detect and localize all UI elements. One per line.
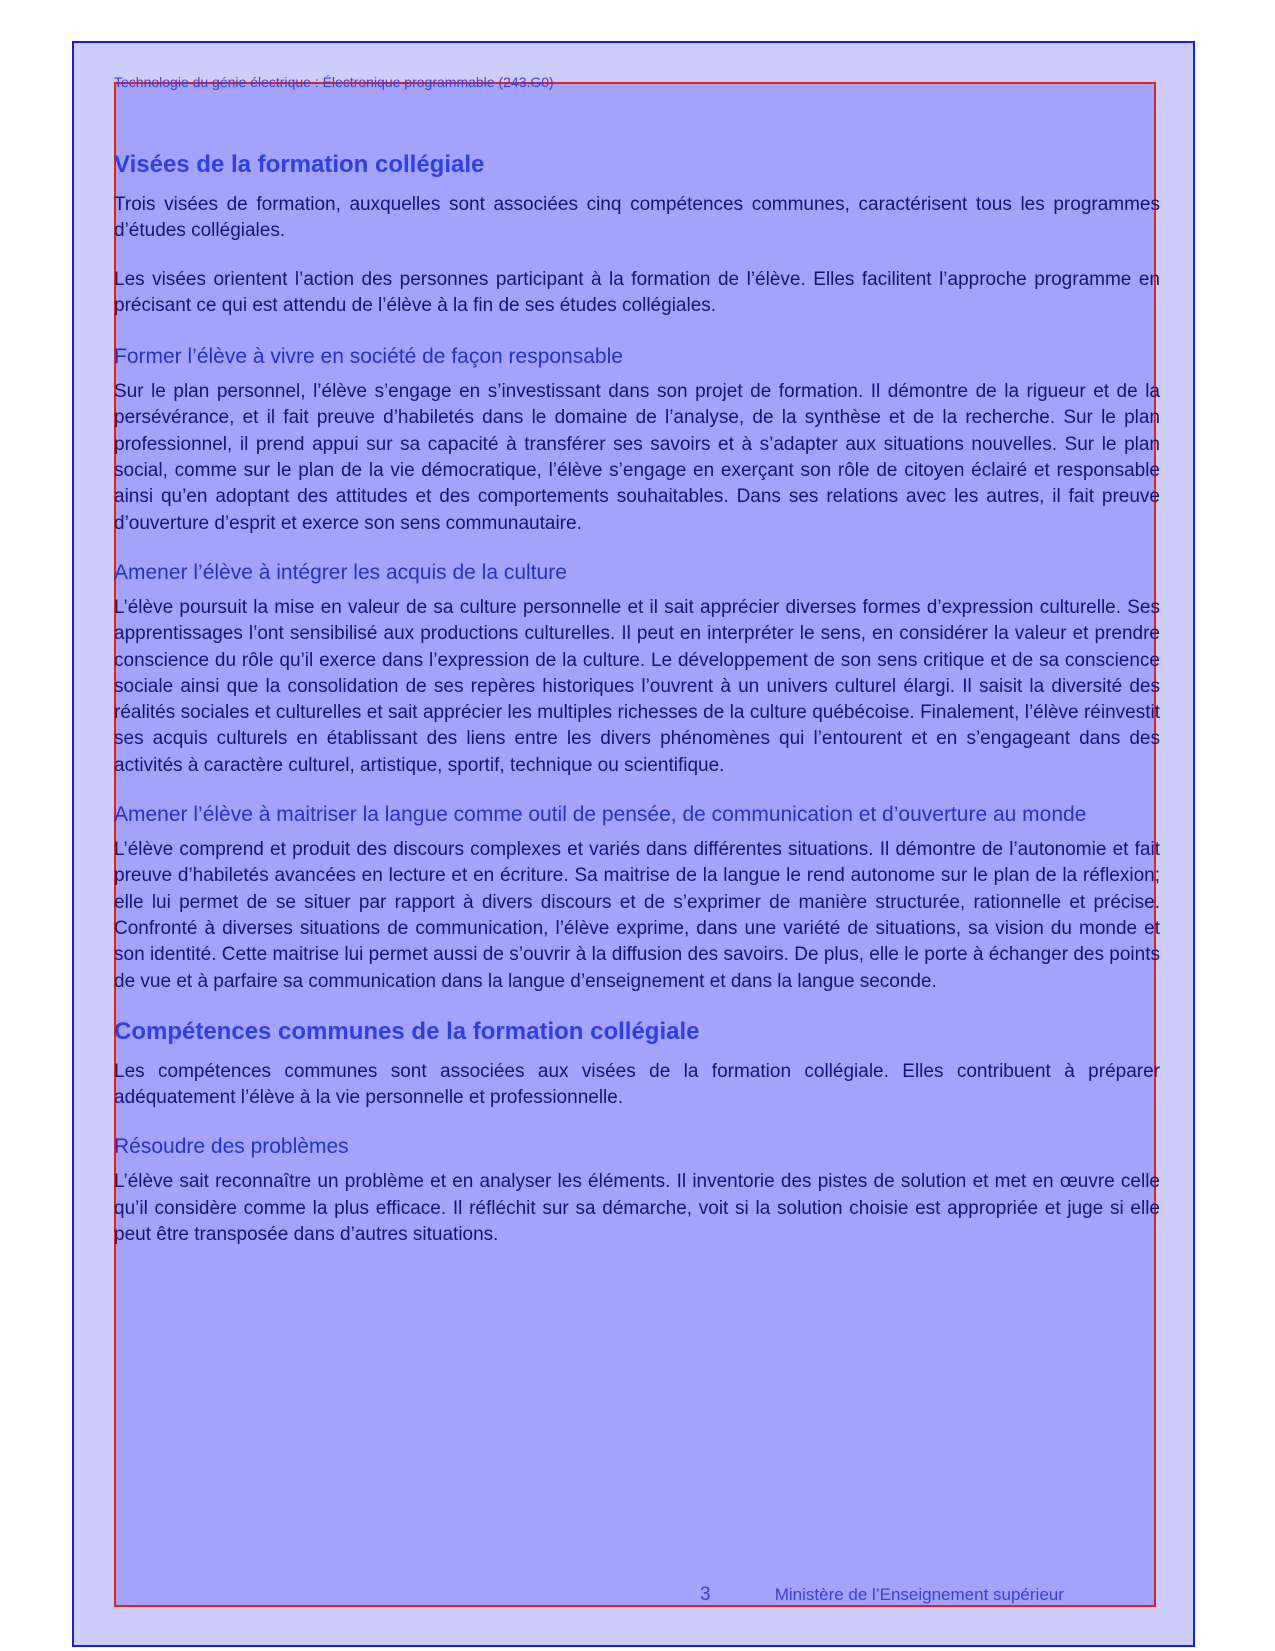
publisher-name: Ministère de l’Enseignement supérieur: [774, 1585, 1064, 1604]
subsection-title-langue: Amener l’élève à maitriser la langue comme outil de pensée, de communication et d’ouverture au monde: [114, 803, 1087, 827]
paragraph-langue: L’élève comprend et produit des discours complexes et variés dans différentes situations. Il démontre de l’autonomie et fait preuve d’habiletés avancées en lecture et en écriture. Sa maitrise de la langue le rend autonome sur le plan de la réflexion; elle lui permet de se situer par rapport à divers discours et de s’exprimer de manière structurée, rationnelle et précise. Confronté à diverses situations de communication, l’élève exprime, dans une variété de situations, sa vision du monde et son identité. Cette maitrise lui permet aussi de s’ouvrir à la diffusion des savoirs. De plus, elle le porte à échanger des points de vue et à parfaire sa communication dans la langue d’enseignement et dans la langue seconde.: [114, 839, 1160, 992]
page-number: 3: [700, 1584, 711, 1605]
paragraph-resoudre: L’élève sait reconnaître un problème et en analyser les éléments. Il inventorie des pistes de solution et met en œuvre celle qu’il considère comme la plus efficace. Il réfléchit sur sa démarche, voit si la solution choisie est appropriée et juge si elle peut être transposée dans d’autres situations.: [114, 1171, 1160, 1246]
section-title-vises: Visées de la formation collégiale: [114, 151, 485, 178]
section-title-competences: Compétences communes de la formation collégiale: [114, 1017, 700, 1045]
paragraph-vises-intro-1: Trois visées de formation, auxquelles sont associées cinq compétences communes, caractérisent tous les programmes d’études collégiales.: [114, 194, 1160, 242]
page-footer: [700, 1585, 1090, 1605]
subsection-title-resoudre: Résoudre des problèmes: [114, 1135, 349, 1159]
document-content: [114, 74, 1160, 1270]
running-header: Technologie du génie électrique : Électronique programmable (243.G0): [114, 74, 554, 90]
paragraph-vises-intro-2: Les visées orientent l’action des personnes participant à la formation de l’élève. Elles facilitent l’approche programme en précisant ce qui est attendu de l’élève à la fin de ses études collégiales.: [114, 268, 1160, 316]
paragraph-culture: L’élève poursuit la mise en valeur de sa culture personnelle et il sait apprécier diverses formes d’expression culturelle. Ses apprentissages l’ont sensibilisé aux productions culturelles. Il peut en interpréter le sens, en considérer la valeur et prendre conscience du rôle qu’il exerce dans l’expression de la culture. Le développement de son sens critique et de sa conscience sociale ainsi que la consolidation de ses repères historiques l’ouvrent à un univers culturel élargi. Il saisit la diversité des réalités sociales et culturelles et sait apprécier les multiples richesses de la culture québécoise. Finalement, l’élève réinvestit ses acquis culturels en établissant des liens entre les divers phénomènes qui l’entourent et en s’engageant dans des activités à caractère culturel, artistique, sportif, technique ou scientifique.: [114, 596, 1160, 776]
paragraph-former: Sur le plan personnel, l’élève s’engage en s’investissant dans son projet de formation. Il démontre de la rigueur et de la persévérance, et il fait preuve d’habiletés dans le domaine de l’analyse, de la synthèse et de la recherche. Sur le plan professionnel, il prend appui sur sa capacité à transférer ses savoirs et à s’adapter aux situations nouvelles. Sur le plan social, comme sur le plan de la vie démocratique, l’élève s’engage en exerçant son rôle de citoyen éclairé et responsable ainsi qu’en adoptant des attitudes et des comportements souhaitables. Dans ses relations avec les autres, il fait preuve d’ouverture d’esprit et exerce son sens communautaire.: [114, 381, 1160, 534]
subsection-title-former: Former l’élève à vivre en société de façon responsable: [114, 345, 623, 369]
subsection-title-culture: Amener l’élève à intégrer les acquis de la culture: [114, 560, 567, 584]
paragraph-competences-intro: Les compétences communes sont associées aux visées de la formation collégiale. Elles contribuent à préparer adéquatement l’élève à la vie personnelle et professionnelle.: [114, 1060, 1160, 1109]
